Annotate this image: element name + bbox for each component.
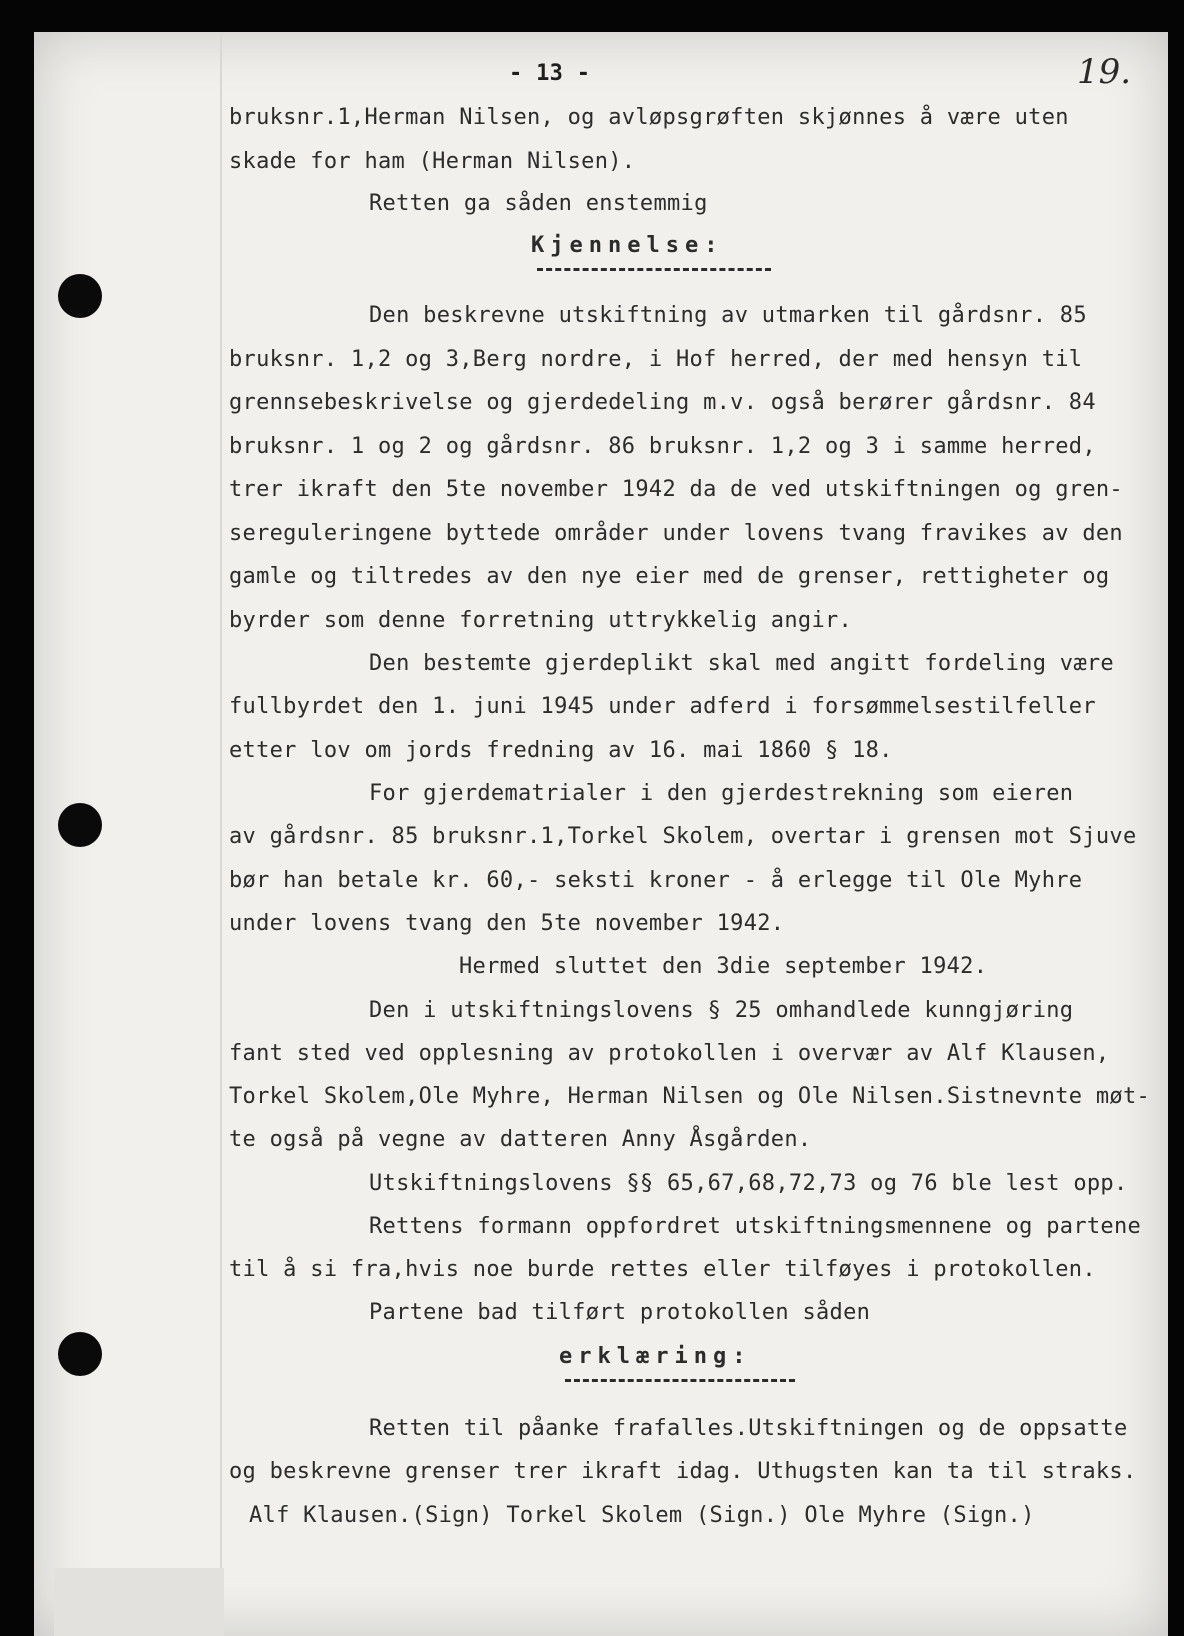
text-line: gamle og tiltredes av den nye eier med de grenser, rettigheter og <box>229 564 1110 589</box>
section-heading: erklæring: <box>559 1344 752 1369</box>
margin-line <box>220 32 222 1636</box>
punch-hole <box>58 803 102 847</box>
folio-number: 19. <box>1077 52 1132 92</box>
text-line: bruksnr. 1,2 og 3,Berg nordre, i Hof herred, der med hensyn til <box>229 347 1083 372</box>
text-line: fullbyrdet den 1. juni 1945 under adferd i forsømmelsestilfeller <box>229 694 1096 719</box>
section-heading: Kjennelse: <box>531 233 724 258</box>
text-line: Den bestemte gjerdeplikt skal med angitt fordeling være <box>369 651 1114 676</box>
text-line: bør han betale kr. 60,- seksti kroner - å erlegge til Ole Myhre <box>229 868 1083 893</box>
text-line: Torkel Skolem,Ole Myhre, Herman Nilsen og Ole Nilsen.Sistnevnte møt- <box>229 1084 1151 1109</box>
text-line: Utskiftningslovens §§ 65,67,68,72,73 og 76 ble lest opp. <box>369 1171 1128 1196</box>
text-line: bruksnr. 1 og 2 og gårdsnr. 86 bruksnr. 1,2 og 3 i samme herred, <box>229 434 1096 459</box>
punch-hole <box>58 274 102 318</box>
text-line: te også på vegne av datteren Anny Åsgården. <box>229 1127 812 1152</box>
page-number: - 13 - <box>509 61 591 86</box>
text-line: etter lov om jords fredning av 16. mai 1860 § 18. <box>229 738 893 763</box>
text-line: bruksnr.1,Herman Nilsen, og avløpsgrøften skjønnes å være uten <box>229 105 1069 130</box>
text-line: Partene bad tilført protokollen såden <box>369 1300 871 1325</box>
heading-underline <box>565 1379 795 1382</box>
signature-line: Alf Klausen.(Sign) Torkel Skolem (Sign.) Ole Myhre (Sign.) <box>249 1503 1035 1528</box>
text-line: og beskrevne grenser trer ikraft idag. Uthugsten kan ta til straks. <box>229 1459 1137 1484</box>
punch-hole <box>58 1332 102 1376</box>
document-page <box>34 32 1168 1636</box>
text-line: til å si fra,hvis noe burde rettes eller tilføyes i protokollen. <box>229 1257 1096 1282</box>
text-line: Retten ga såden enstemmig <box>369 191 708 216</box>
text-line: Den i utskiftningslovens § 25 omhandlede kunngjøring <box>369 998 1074 1023</box>
text-line: Rettens formann oppfordret utskiftningsmennene og partene <box>369 1214 1142 1239</box>
text-line: trer ikraft den 5te november 1942 da de ved utskiftningen og gren- <box>229 477 1123 502</box>
text-line: byrder som denne forretning uttrykkelig angir. <box>229 608 853 633</box>
text-line: Hermed sluttet den 3die september 1942. <box>459 954 988 979</box>
text-line: av gårdsnr. 85 bruksnr.1,Torkel Skolem, overtar i grensen mot Sjuve <box>229 824 1137 849</box>
text-line: skade for ham (Herman Nilsen). <box>229 149 636 174</box>
text-line: Retten til påanke frafalles.Utskiftningen og de oppsatte <box>369 1416 1128 1441</box>
page-tab <box>54 1568 224 1636</box>
text-line: under lovens tvang den 5te november 1942. <box>229 911 785 936</box>
text-line: grennsebeskrivelse og gjerdedeling m.v. også berører gårdsnr. 84 <box>229 390 1096 415</box>
heading-underline <box>537 268 771 271</box>
text-line: Den beskrevne utskiftning av utmarken til gårdsnr. 85 <box>369 303 1087 328</box>
text-line: sereguleringene byttede områder under lovens tvang fravikes av den <box>229 521 1123 546</box>
text-line: For gjerdematrialer i den gjerdestrekning som eieren <box>369 781 1074 806</box>
text-line: fant sted ved opplesning av protokollen i overvær av Alf Klausen, <box>229 1041 1110 1066</box>
